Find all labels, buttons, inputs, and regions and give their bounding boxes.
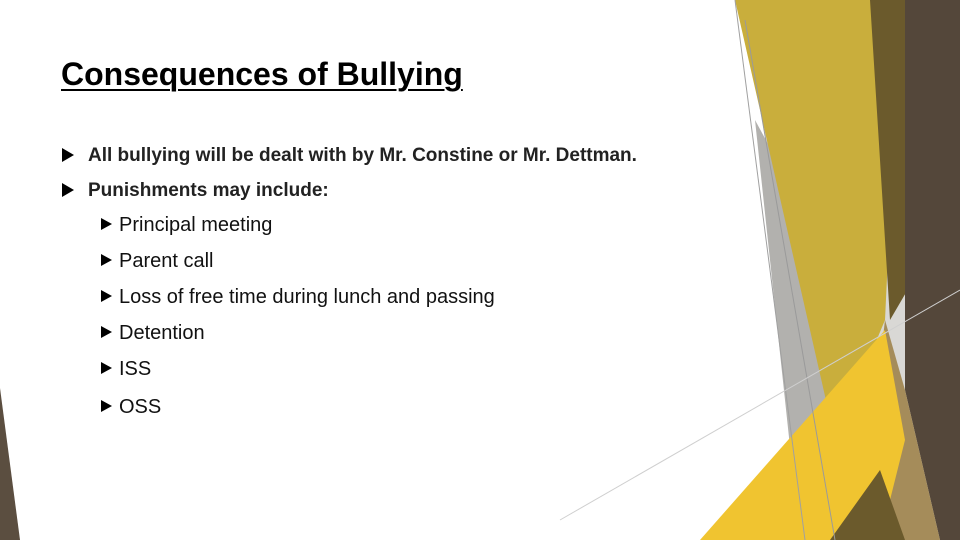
arrow-bullet-icon (101, 218, 112, 230)
bullet-text: All bullying will be dealt with by Mr. Constine or Mr. Dettman. (88, 145, 637, 166)
arrow-bullet-icon (62, 183, 74, 197)
slide-title: Consequences of Bullying (61, 56, 463, 92)
arrow-bullet-icon (101, 400, 112, 412)
arrow-bullet-icon (101, 362, 112, 374)
sub-bullet-text: Detention (119, 322, 205, 344)
left-edge-shape (0, 388, 20, 540)
arrow-bullet-icon (101, 290, 112, 302)
arrow-bullet-icon (101, 326, 112, 338)
sub-bullet-text: OSS (119, 396, 162, 418)
arrow-bullet-icon (62, 148, 74, 162)
sub-bullet-text: Parent call (119, 250, 214, 272)
sub-bullet-text: ISS (119, 358, 152, 380)
sub-bullet-text: Loss of free time during lunch and passing (119, 286, 495, 308)
arrow-bullet-icon (101, 254, 112, 266)
bullet-text: Punishments may include: (88, 180, 329, 201)
sub-bullet-text: Principal meeting (119, 214, 273, 236)
